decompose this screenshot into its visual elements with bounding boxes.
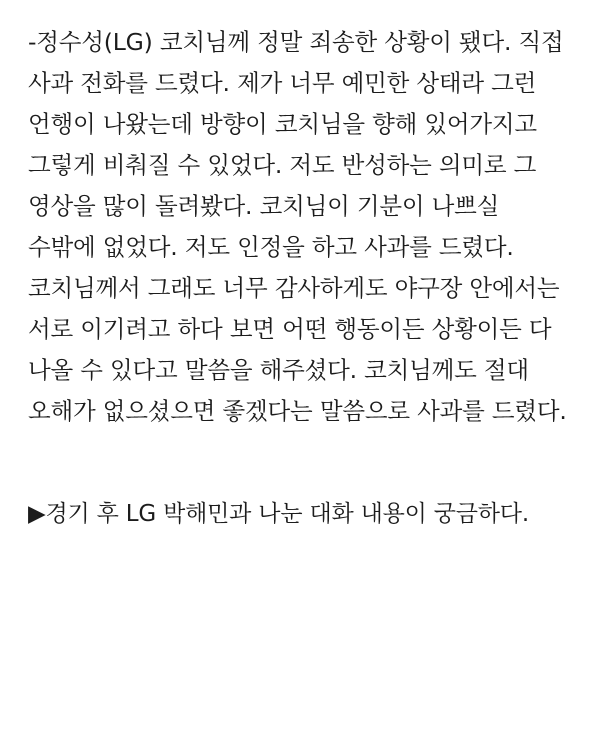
question-paragraph: ▶경기 후 LG 박해민과 나눈 대화 내용이 궁금하다.: [28, 501, 529, 527]
paragraph-spacer: [28, 432, 572, 494]
answer-paragraph: -정수성(LG) 코치님께 정말 죄송한 상황이 됐다. 직접 사과 전화를 드렸다. 제가 너무 예민한 상태라 그런 언행이 나왔는데 방향이 코치님을 향해 있어가지고 그렇게 비춰질 수 있었다. 저도 반성하는 의미로 그 영상을 많이 돌려봤다. 코치님이 기분이 나쁘실 수밖에 없었다. 저도 인정을 하고 사과를 드렸다. 코치님께서 그래도 너무 감사하게도 야구장 안에서는 서로 이기려고 하다 보면 어떤 행동이든 상황이든 다 나올 수 있다고 말씀을 해주셨다. 코치님께도 절대 오해가 없으셨으면 좋겠다는 말씀으로 사과를 드렸다.: [28, 28, 571, 425]
